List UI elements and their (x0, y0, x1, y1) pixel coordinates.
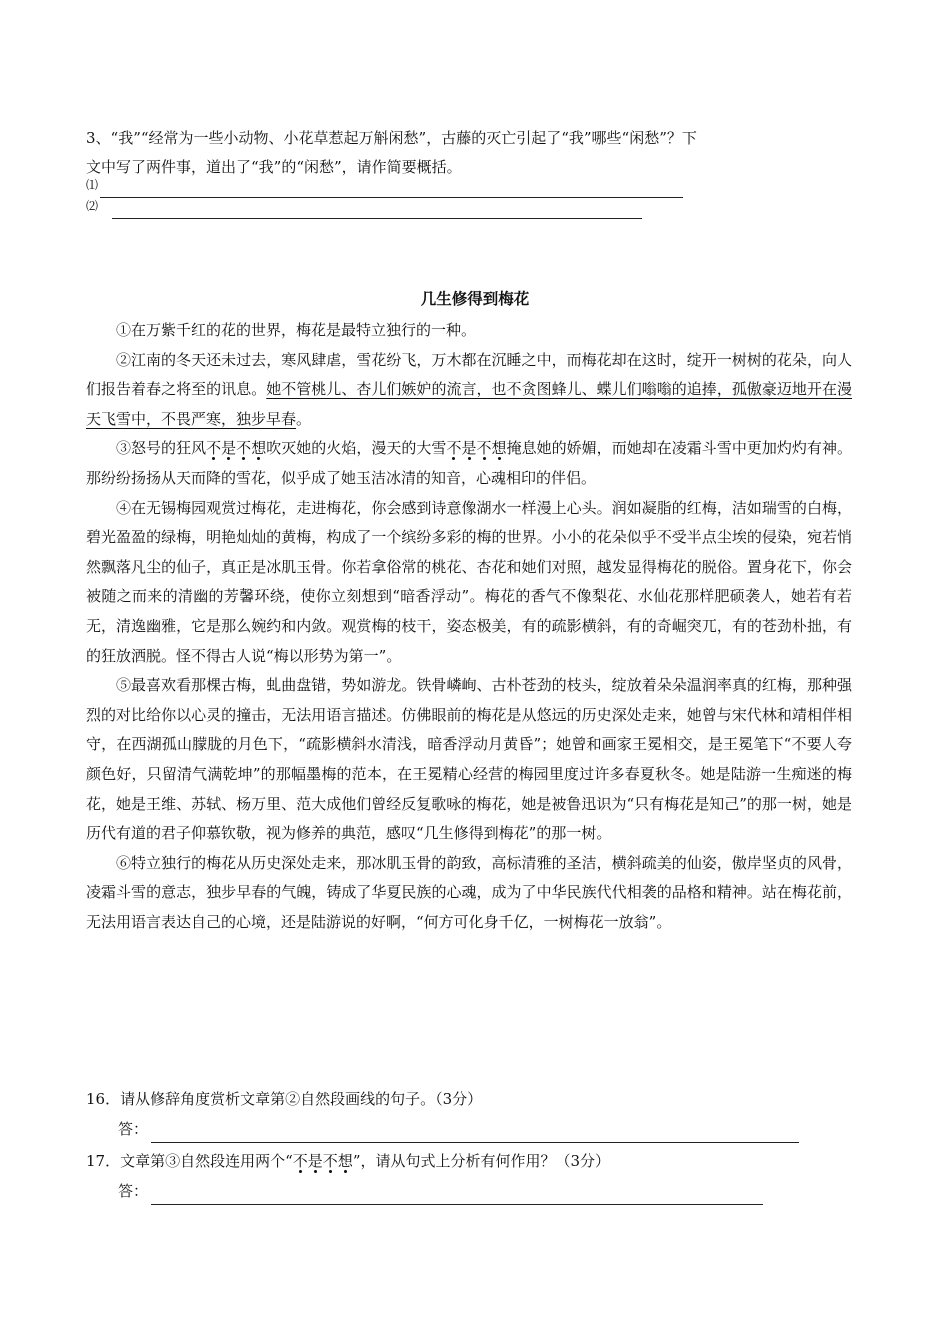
paragraph-5: ⑤最喜欢看那棵古梅，虬曲盘错，势如游龙。铁骨嶙峋、古朴苍劲的枝头，绽放着朵朵温润率真的红梅，那种强烈的对比给你以心灵的撞击，无法用语言描述。仿佛眼前的梅花是从悠远的历史深处走来，她曾与宋代林和靖相伴相守，在西湖孤山朦胧的月色下，“疏影横斜水清浅，暗香浮动月黄昏”；她曾和画家王冕相交，是王冕笔下“不要人夸颜色好，只留清气满乾坤”的那幅墨梅的范本，在王冕精心经营的梅园里度过许多春夏秋冬。她是陆游一生痴迷的梅花，她是王维、苏轼、杨万里、范大成他们曾经反复歌咏的梅花，她是被鲁迅识为“只有梅花是知己”的那一树，她是历代有道的君子仰慕钦敬，视为修养的典范，感叹“几生修得到梅花”的那一树。 (86, 676, 852, 843)
answer-17[interactable] (86, 1176, 852, 1209)
question-3-line-2: 文中写了两件事，道出了“我”的“闲愁”，请作简要概括。 (86, 158, 462, 176)
question-3 (86, 124, 856, 182)
question-3-line-1: 3、“我”“经常为一些小动物、小花草惹起万斛闲愁”，古藤的灭亡引起了“我”哪些“闲愁”？下 (86, 129, 697, 147)
emphasized-phrase-2: 不是不想 (446, 439, 507, 458)
paragraph-3-text-a: ③怒号的狂风 (116, 439, 207, 458)
paragraph-1: ①在万紫千红的花的世界，梅花是最特立独行的一种。 (116, 321, 477, 339)
question-17 (86, 1147, 852, 1176)
answer-blank-2-line (112, 217, 642, 219)
answer-17-label: 答： (118, 1182, 149, 1200)
answer-blank-1-label: ⑴ (86, 178, 99, 192)
answer-16-label: 答： (118, 1120, 149, 1138)
answer-blank-1[interactable] (86, 176, 686, 198)
paragraph-2-text: ②江南的冬天还未过去，寒风肆虐，雪花纷飞，万木都在沉睡之中，而梅花却在这时，绽开一树树的花朵，向人们报告着春之将至的讯息。 (86, 350, 852, 399)
paragraph-4: ④在无锡梅园观赏过梅花，走进梅花，你会感到诗意像湖水一样漫上心头。润如凝脂的红梅，洁如瑞雪的白梅，碧光盈盈的绿梅，明艳灿灿的黄梅，构成了一个缤纷多彩的梅的世界。小小的花朵似乎不受半点尘埃的侵染，宛若悄然飘落凡尘的仙子，真正是冰肌玉骨。你若拿俗常的桃花、杏花和她们对照，越发显得梅花的脱俗。置身花下，你会被随之而来的清幽的芳馨环绕，使你立刻想到“暗香浮动”。梅花的香气不像梨花、水仙花那样肥硕袭人，她若有若无，清逸幽雅，它是那么婉约和内敛。观赏梅的枝干，姿态极美，有的疏影横斜，有的奇崛突兀，有的苍劲朴拙，有的狂放洒脱。怪不得古人说“梅以形势为第一”。 (86, 498, 852, 665)
question-17-emphasized-phrase: 不是不想 (292, 1152, 353, 1170)
questions-section (86, 1085, 852, 1209)
paragraph-3-text-c: 掩息她的娇媚，而她却在凌霜斗雪中更加灼灼有神。那纷纷扬扬从天而降的雪花，似乎成了她玉洁冰清的知音，心魂相印的伴侣。 (86, 439, 852, 487)
answer-17-line (151, 1204, 763, 1205)
question-17-text-a: 17．文章第③自然段连用两个“ (86, 1152, 293, 1170)
answer-blank-2[interactable] (86, 197, 646, 219)
answer-16-line (151, 1142, 799, 1143)
article-title: 几生修得到梅花 (420, 290, 530, 308)
article-body (86, 316, 852, 937)
underlined-sentence: 她不管桃儿、杏儿们嫉妒的流言，也不贪图蜂儿、蝶儿们嗡嗡的追捧，孤傲豪迈地开在漫天飞雪中，不畏严寒，独步早春 (86, 380, 852, 428)
answer-blank-2-label: ⑵ (86, 199, 99, 213)
paragraph-6: ⑥特立独行的梅花从历史深处走来，那冰肌玉骨的韵致，高标清雅的圣洁，横斜疏美的仙姿，傲岸坚贞的风骨，凌霜斗雪的意志，独步早春的气魄，铸成了华夏民族的心魂，成为了中华民族代代相袭的品格和精神。站在梅花前，无法用语言表达自己的心境，还是陆游说的好啊，“何方可化身千亿，一树梅花一放翁”。 (86, 853, 852, 931)
paragraph-2-end: 。 (296, 409, 312, 428)
paragraph-2 (86, 346, 852, 435)
paragraph-3-text-b: 吹灭她的火焰，漫天的大雪 (266, 439, 447, 458)
answer-16[interactable] (86, 1114, 852, 1147)
emphasized-phrase-1: 不是不想 (206, 439, 267, 458)
question-17-text-b: ”，请从句式上分析有何作用？（3分） (352, 1152, 611, 1170)
paragraph-3 (86, 434, 852, 493)
question-16: 16．请从修辞角度赏析文章第②自然段画线的句子。（3分） (86, 1090, 483, 1108)
